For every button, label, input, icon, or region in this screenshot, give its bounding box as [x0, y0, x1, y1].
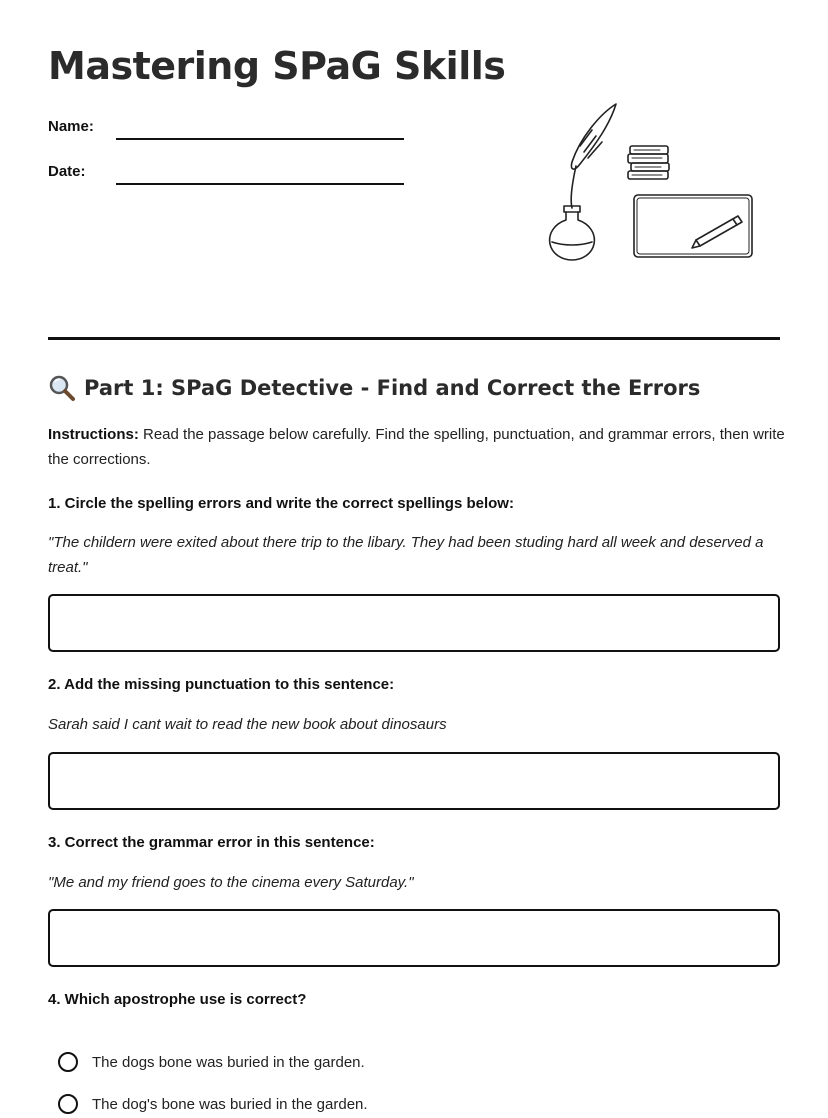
part1-title [48, 374, 700, 402]
quill-icon [571, 104, 616, 208]
question-2-sentence: Sarah said I cant wait to read the new book about dinosaurs [48, 716, 447, 733]
name-field-line[interactable] [116, 138, 404, 140]
question-3-answer-box[interactable] [48, 909, 780, 967]
instructions-text: Read the passage below carefully. Find the spelling, punctuation, and grammar errors, then write the corrections. [48, 426, 785, 468]
option-label: The dog's bone was buried in the garden. [92, 1095, 368, 1113]
option-label: The dogs bone was buried in the garden. [92, 1053, 365, 1071]
instructions [48, 422, 788, 472]
radio-button[interactable] [58, 1094, 78, 1114]
notepad-pencil-icon [634, 195, 752, 257]
name-label: Name: [48, 118, 94, 135]
quill-inkwell-books-illustration [540, 100, 760, 265]
books-stack-icon [628, 146, 669, 179]
question-3-label: 3. Correct the grammar error in this sentence: [48, 834, 375, 851]
question-4-option-1[interactable] [58, 1052, 365, 1072]
date-field-line[interactable] [116, 183, 404, 185]
inkwell-icon [550, 206, 595, 260]
question-1-passage: "The childern were exited about there trip to the libary. They had been studing hard all week and deserved a treat." [48, 534, 764, 576]
page-title: Mastering SPaG Skills [48, 44, 506, 88]
question-1-label: 1. Circle the spelling errors and write the correct spellings below: [48, 495, 514, 512]
question-2-answer-box[interactable] [48, 752, 780, 810]
question-4-option-2[interactable] [58, 1094, 368, 1114]
instructions-label: Instructions: [48, 426, 139, 443]
magnifying-glass-icon [48, 374, 76, 402]
section-divider [48, 337, 780, 340]
question-3-sentence: "Me and my friend goes to the cinema every Saturday." [48, 874, 414, 891]
question-1-answer-box[interactable] [48, 594, 780, 652]
part1-title-text: Part 1: SPaG Detective - Find and Correct the Errors [84, 376, 701, 400]
radio-button[interactable] [58, 1052, 78, 1072]
date-label: Date: [48, 163, 86, 180]
question-2-label: 2. Add the missing punctuation to this sentence: [48, 676, 395, 693]
question-4-label: 4. Which apostrophe use is correct? [48, 991, 307, 1008]
